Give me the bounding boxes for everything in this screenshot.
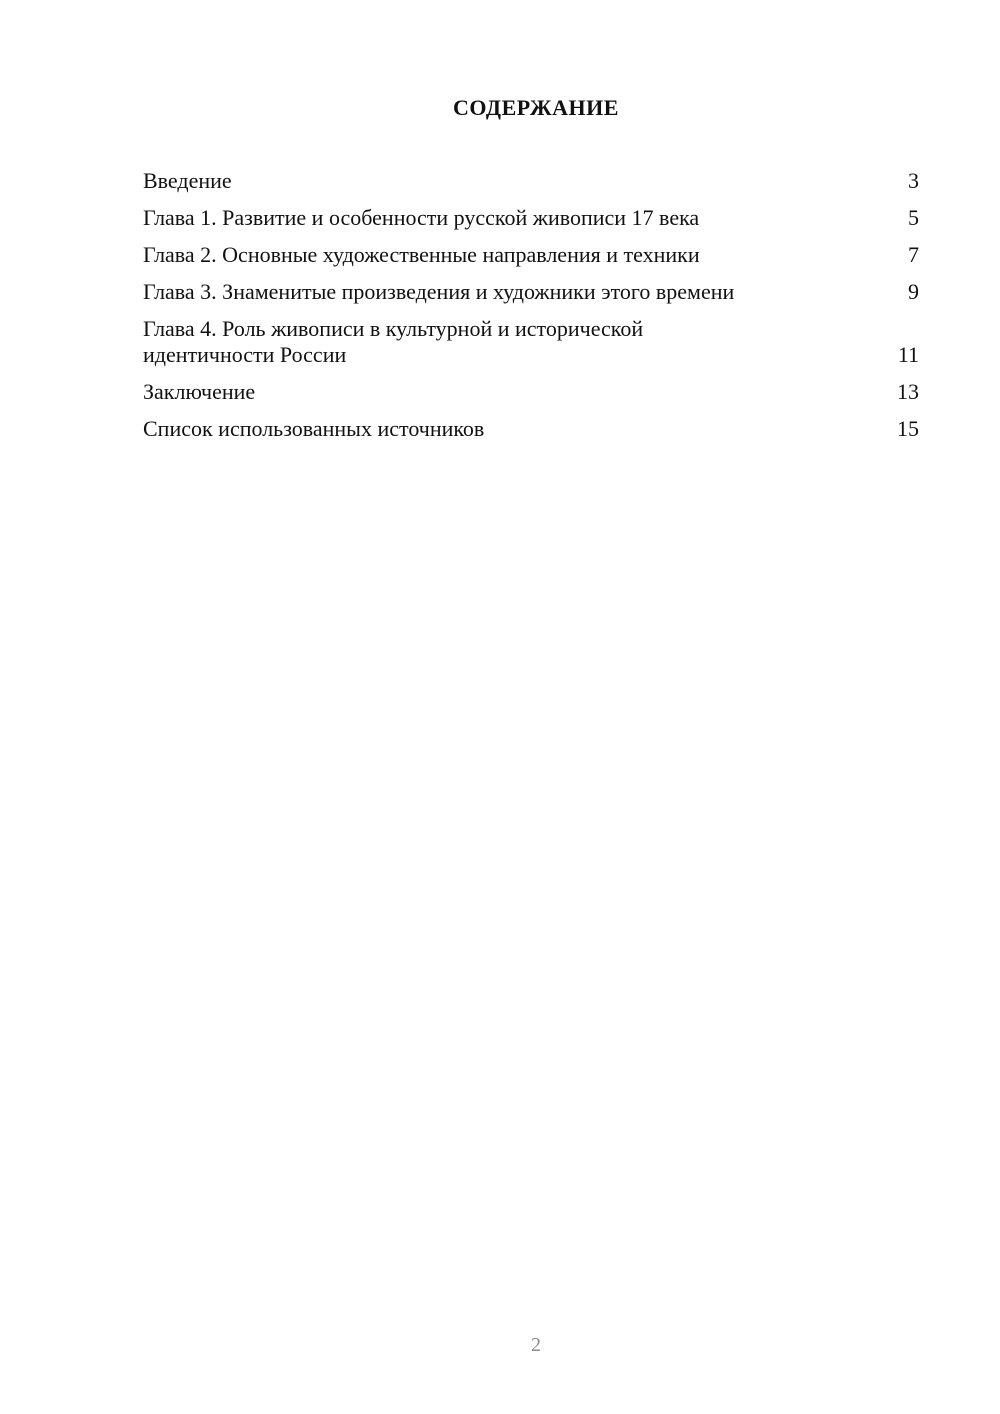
toc-entry-chapter-4: [143, 316, 919, 368]
toc-entry-references: [143, 416, 919, 442]
toc-entry-page: 3: [908, 168, 919, 193]
toc-entry-introduction: [143, 168, 919, 194]
toc-entry-title: Глава 1. Развитие и особенности русской живописи 17 века: [143, 205, 700, 230]
toc-entry-page: 13: [897, 379, 919, 404]
toc-entry-page: 15: [897, 416, 919, 441]
toc-entry-page: 5: [908, 205, 919, 230]
page-title: СОДЕРЖАНИЕ: [453, 95, 619, 120]
toc-entry-title: Введение: [143, 168, 232, 193]
table-of-contents: [143, 168, 919, 453]
toc-entry-chapter-1: [143, 205, 919, 231]
toc-entry-title: Заключение: [143, 379, 256, 404]
toc-entry-page: 9: [908, 279, 919, 304]
toc-entry-chapter-2: [143, 242, 919, 268]
toc-entry-title: Глава 3. Знаменитые произведения и художники этого времени: [143, 279, 735, 304]
toc-entry-page: 11: [897, 342, 919, 367]
toc-entry-title: Глава 2. Основные художественные направления и техники: [143, 242, 700, 267]
toc-entry-title: Глава 4. Роль живописи в культурной и исторической идентичности России: [143, 316, 644, 367]
toc-entry-title: Список использованных источников: [143, 416, 485, 441]
toc-entry-chapter-3: [143, 279, 919, 305]
toc-entry-conclusion: [143, 379, 919, 405]
page-number: 2: [531, 1334, 541, 1356]
toc-entry-page: 7: [908, 242, 919, 267]
